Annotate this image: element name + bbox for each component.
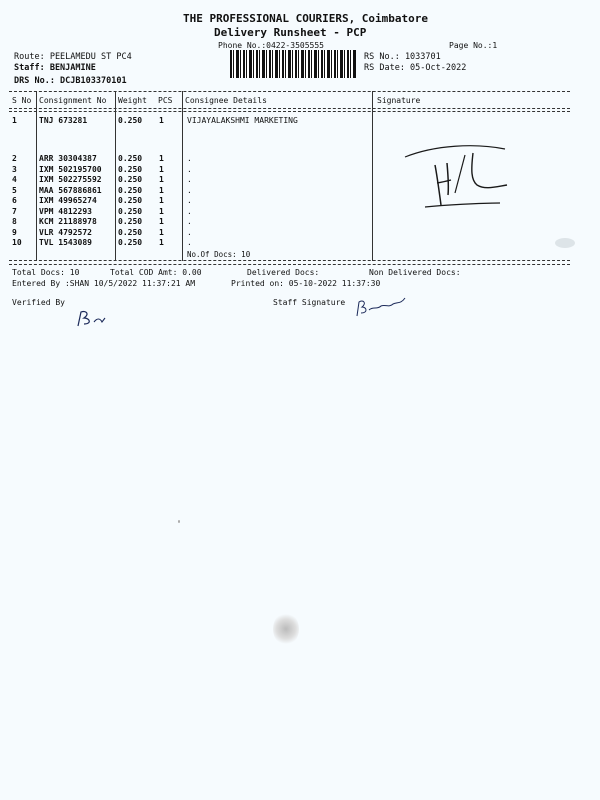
table-row-consignment: ARR 30304387 (39, 154, 97, 163)
table-row-consignment: KCM 21188978 (39, 217, 97, 226)
phone-number: Phone No.:0422-3505555 (218, 41, 324, 50)
printed-on: Printed on: 05-10-2022 11:37:30 (231, 279, 381, 288)
col-header-consignee: Consignee Details (185, 96, 267, 105)
table-row-pcs: 1 (159, 164, 164, 174)
page-number: Page No.:1 (449, 41, 498, 50)
drs-number: DRS No.: DCJB103370101 (14, 76, 127, 86)
table-header-rule (9, 108, 570, 109)
verified-by-initials (72, 308, 112, 330)
col-header-weight: Weight (118, 96, 147, 105)
table-row-weight: 0.250 (118, 206, 143, 216)
table-row-weight: 0.250 (118, 154, 143, 163)
non-delivered-docs: Non Delivered Docs: (369, 268, 461, 277)
table-row-pcs: 1 (159, 206, 164, 216)
no-of-docs: No.Of Docs: 10 (187, 250, 251, 259)
table-row-sno: 3 (12, 164, 17, 174)
table-row-consignee: . (187, 175, 192, 184)
table-row-sno: 4 (12, 175, 17, 184)
table-row-consignment: IXM 502195700 (39, 164, 102, 174)
table-row-weight: 0.250 (118, 164, 143, 174)
table-bottom-rule (9, 260, 570, 261)
entered-by: Entered By :SHAN 10/5/2022 11:37:21 AM (12, 279, 196, 288)
table-row-weight: 0.250 (118, 175, 143, 184)
rs-number: RS No.: 1033701 (364, 52, 441, 62)
table-header-rule-2 (9, 111, 570, 112)
document-title: Delivery Runsheet - PCP (214, 26, 367, 39)
table-row-consignee: . (187, 154, 192, 163)
col-divider (36, 91, 37, 261)
col-header-pcs: PCS (158, 96, 173, 105)
table-row-pcs: 1 (159, 185, 164, 195)
scan-smudge (273, 612, 299, 646)
table-row-sno: 1 (12, 116, 17, 125)
table-row-consignment: IXM 502275592 (39, 175, 102, 184)
table-row-weight: 0.250 (118, 227, 143, 237)
table-row-consignee: . (187, 164, 192, 174)
total-docs: Total Docs: 10 (12, 268, 80, 277)
company-name: THE PROFESSIONAL COURIERS, Coimbatore (183, 12, 429, 25)
table-row-sno: 9 (12, 227, 17, 237)
table-row-pcs: 1 (159, 217, 164, 226)
table-row-consignment: VPM 4812293 (39, 206, 92, 216)
verified-by-label: Verified By (12, 298, 65, 307)
col-header-signature: Signature (377, 96, 421, 105)
col-divider (372, 91, 373, 261)
table-row-weight: 0.250 (118, 196, 143, 205)
table-row-weight: 0.250 (118, 238, 143, 247)
table-row-sno: 8 (12, 217, 17, 226)
table-row-sno: 6 (12, 196, 17, 205)
table-bottom-rule-2 (9, 264, 570, 265)
col-divider (115, 91, 116, 261)
col-header-consignment: Consignment No (39, 96, 107, 105)
staff-label: Staff: BENJAMINE (14, 63, 96, 73)
table-row-consignment: IXM 49965274 (39, 196, 97, 205)
col-divider (182, 91, 183, 261)
table-row-weight: 0.250 (118, 217, 143, 226)
table-row-consignment: TNJ 673281 (39, 116, 88, 125)
table-row-weight: 0.250 (118, 185, 143, 195)
staff-signature-scribble (353, 294, 413, 320)
table-row-consignee: VIJAYALAKSHMI MARKETING (187, 116, 298, 125)
staff-signature-label: Staff Signature (273, 298, 346, 307)
table-row-pcs: 1 (159, 227, 164, 237)
table-row-consignee: . (187, 238, 192, 247)
delivered-docs: Delivered Docs: (247, 268, 320, 277)
table-row-pcs: 1 (159, 238, 164, 247)
scan-speck (178, 520, 180, 523)
route-label: Route: PEELAMEDU ST PC4 (14, 52, 132, 62)
table-row-pcs: 1 (159, 175, 164, 184)
barcode (230, 50, 356, 78)
table-row-consignee: . (187, 217, 192, 226)
table-row-sno: 2 (12, 154, 17, 163)
table-row-sno: 5 (12, 185, 17, 195)
table-row-consignment: MAA 567886861 (39, 185, 102, 195)
table-row-consignee: . (187, 185, 192, 195)
table-row-pcs: 1 (159, 196, 164, 205)
handwritten-signature-mark (395, 135, 525, 225)
table-row-sno: 7 (12, 206, 17, 216)
table-row-consignee: . (187, 206, 192, 216)
table-row-consignee: . (187, 227, 192, 237)
scan-speck (555, 238, 575, 248)
table-row-consignment: TVL 1543089 (39, 238, 92, 247)
total-cod-amount: Total COD Amt: 0.00 (110, 268, 202, 277)
rs-date: RS Date: 05-Oct-2022 (364, 63, 467, 73)
table-row-sno: 10 (12, 238, 22, 247)
table-top-rule (9, 91, 570, 92)
table-row-pcs: 1 (159, 116, 164, 125)
table-row-consignment: VLR 4792572 (39, 227, 92, 237)
table-row-consignee: . (187, 196, 192, 205)
col-header-sno: S No (12, 96, 32, 105)
table-row-weight: 0.250 (118, 116, 143, 125)
table-row-pcs: 1 (159, 154, 164, 163)
